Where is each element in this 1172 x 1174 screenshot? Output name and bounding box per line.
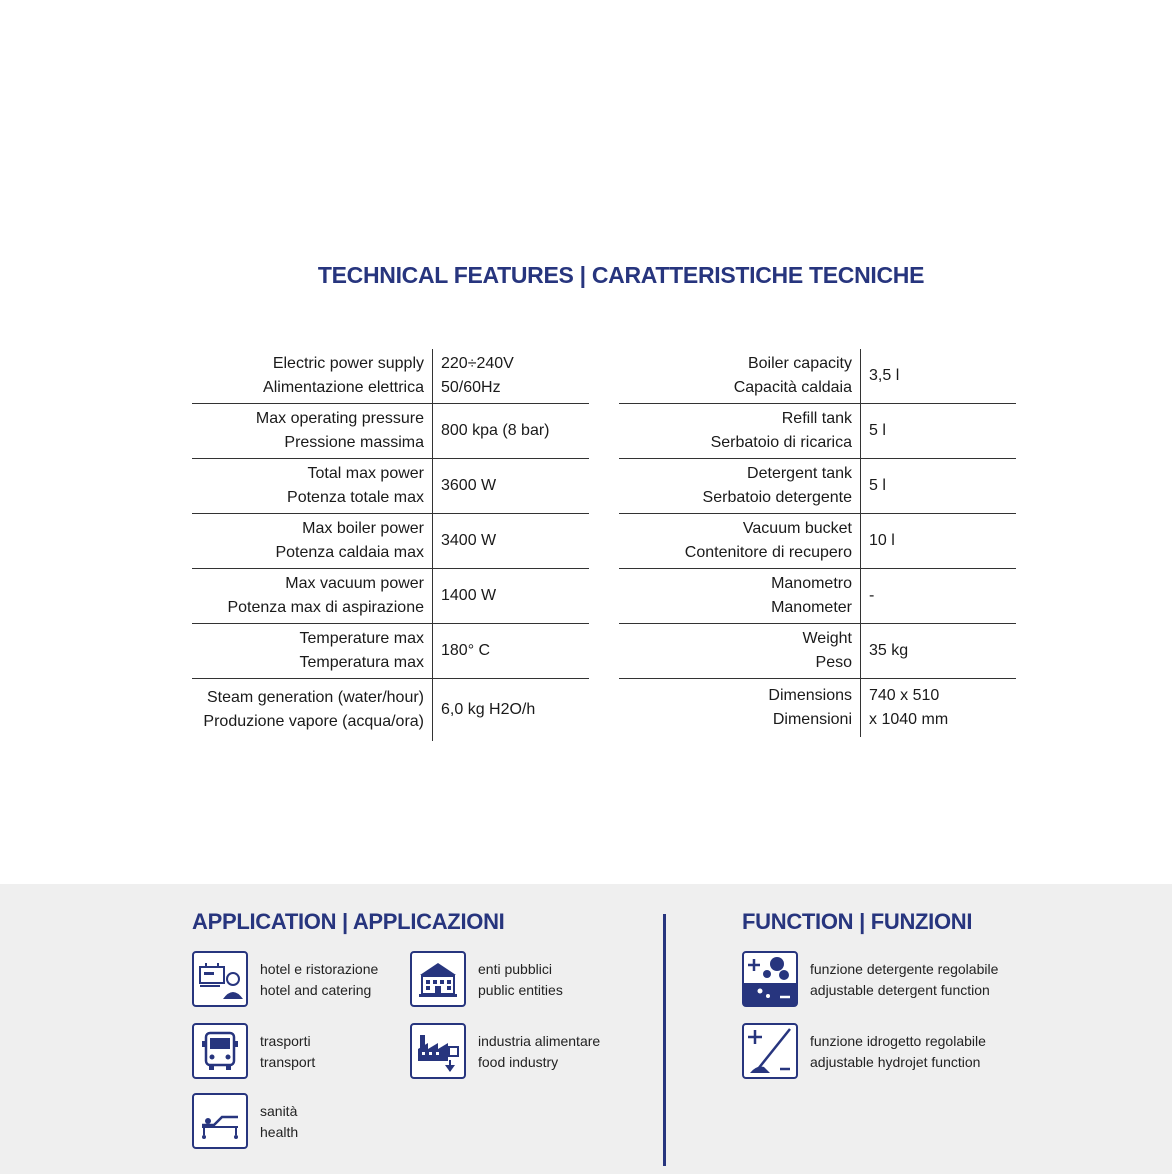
spec-label-en: Total max power bbox=[307, 465, 424, 482]
application-title: APPLICATION | APPLICAZIONI bbox=[192, 909, 505, 934]
spec-label-it: Potenza caldaia max bbox=[275, 544, 424, 561]
spec-value bbox=[861, 679, 1016, 737]
specs-table-right bbox=[619, 349, 1016, 737]
spec-value-line-1: 35 kg bbox=[869, 642, 909, 659]
spec-row bbox=[619, 459, 1016, 514]
function-item-hydrojet bbox=[742, 1023, 986, 1079]
spec-value-line-1: 5 l bbox=[869, 422, 886, 439]
item-line-1: sanità bbox=[260, 1103, 298, 1119]
spec-value-line-1: 3600 W bbox=[441, 477, 497, 494]
item-line-1: industria alimentare bbox=[478, 1033, 601, 1049]
spec-label-it: Pressione massima bbox=[284, 434, 424, 451]
spec-value bbox=[861, 459, 1016, 513]
spec-value-line-1: 180° C bbox=[441, 642, 491, 659]
spec-label bbox=[619, 404, 861, 458]
function-item-detergent bbox=[742, 951, 998, 1007]
spec-row bbox=[192, 459, 589, 514]
spec-label-en: Detergent tank bbox=[747, 465, 852, 482]
application-item-transport bbox=[192, 1023, 315, 1079]
spec-value bbox=[433, 569, 589, 623]
spec-row bbox=[619, 679, 1016, 737]
spec-value bbox=[861, 404, 1016, 458]
spec-label bbox=[619, 624, 861, 678]
spec-label-en: Max vacuum power bbox=[285, 575, 424, 592]
spec-value-line-1: 5 l bbox=[869, 477, 886, 494]
application-item-public bbox=[410, 951, 563, 1007]
bus-icon bbox=[192, 1023, 248, 1079]
item-line-1: funzione idrogetto regolabile bbox=[810, 1033, 986, 1049]
application-item-health bbox=[192, 1093, 298, 1149]
spec-label bbox=[192, 349, 433, 403]
spec-label-it: Peso bbox=[815, 654, 852, 671]
spec-label-it: Potenza max di aspirazione bbox=[227, 599, 424, 616]
spec-value-line-1: 3,5 l bbox=[869, 367, 900, 384]
hotel-catering-icon bbox=[192, 951, 248, 1007]
spec-value-line-1: - bbox=[869, 587, 875, 604]
spec-value-line-2: x 1040 mm bbox=[869, 711, 949, 728]
spec-value bbox=[433, 349, 589, 403]
function-title: FUNCTION | FUNZIONI bbox=[742, 909, 973, 934]
spec-value bbox=[861, 624, 1016, 678]
spec-label-en: Electric power supply bbox=[272, 355, 424, 372]
spec-label bbox=[619, 514, 861, 568]
detergent-adjust-icon bbox=[742, 951, 798, 1007]
item-line-2: adjustable hydrojet function bbox=[810, 1054, 981, 1070]
hospital-bed-icon bbox=[192, 1093, 248, 1149]
spec-label-it: Alimentazione elettrica bbox=[263, 379, 424, 396]
spec-label-en: Refill tank bbox=[781, 410, 852, 427]
item-line-2: hotel and catering bbox=[260, 982, 372, 998]
spec-label-en: Max boiler power bbox=[302, 520, 424, 537]
spec-value bbox=[433, 459, 589, 513]
spec-label bbox=[192, 404, 433, 458]
spec-value bbox=[433, 624, 589, 678]
spec-value bbox=[433, 404, 589, 458]
spec-label-en: Steam generation (water/hour) bbox=[207, 689, 424, 706]
spec-value bbox=[861, 349, 1016, 403]
spec-label-en: Boiler capacity bbox=[747, 355, 852, 372]
spec-label bbox=[619, 679, 861, 737]
spec-label-en: Weight bbox=[802, 630, 852, 647]
spec-row bbox=[192, 514, 589, 569]
public-building-icon bbox=[410, 951, 466, 1007]
spec-label bbox=[192, 569, 433, 623]
spec-value bbox=[433, 679, 589, 741]
section-divider bbox=[663, 914, 666, 1166]
spec-row bbox=[192, 349, 589, 404]
spec-label-en: Temperature max bbox=[299, 630, 424, 647]
spec-value-line-2: 50/60Hz bbox=[441, 379, 501, 396]
application-item-food bbox=[410, 1023, 600, 1079]
spec-label bbox=[619, 459, 861, 513]
item-line-1: funzione detergente regolabile bbox=[810, 961, 999, 977]
spec-label bbox=[619, 569, 861, 623]
item-line-2: transport bbox=[260, 1054, 316, 1070]
spec-value-line-1: 740 x 510 bbox=[869, 687, 940, 704]
hydrojet-adjust-icon bbox=[742, 1023, 798, 1079]
applications-functions-panel bbox=[0, 884, 1172, 1174]
spec-label-en: Max operating pressure bbox=[255, 410, 424, 427]
spec-row bbox=[619, 349, 1016, 404]
spec-label bbox=[192, 459, 433, 513]
item-line-2: adjustable detergent function bbox=[810, 982, 990, 998]
spec-value bbox=[433, 514, 589, 568]
spec-value-line-1: 10 l bbox=[869, 532, 895, 549]
spec-label-it: Temperatura max bbox=[299, 654, 424, 671]
spec-label-it: Contenitore di recupero bbox=[684, 544, 852, 561]
spec-row bbox=[192, 404, 589, 459]
spec-label-it: Produzione vapore (acqua/ora) bbox=[203, 713, 424, 730]
specs-table-left bbox=[192, 349, 589, 741]
spec-label-it: Dimensioni bbox=[772, 711, 852, 728]
spec-value bbox=[861, 569, 1016, 623]
spec-label bbox=[192, 514, 433, 568]
page-title: TECHNICAL FEATURES | CARATTERISTICHE TECNICHE bbox=[317, 262, 925, 288]
spec-label-it: Potenza totale max bbox=[287, 489, 424, 506]
spec-value-line-1: 220÷240V bbox=[441, 355, 514, 372]
item-line-2: health bbox=[260, 1124, 299, 1140]
spec-label-en: Vacuum bucket bbox=[742, 520, 852, 537]
item-line-2: public entities bbox=[478, 982, 563, 998]
spec-value-line-1: 6,0 kg H2O/h bbox=[441, 701, 536, 718]
spec-row bbox=[619, 569, 1016, 624]
spec-label-it: Serbatoio detergente bbox=[702, 489, 852, 506]
spec-row bbox=[192, 624, 589, 679]
application-item-hotel bbox=[192, 951, 378, 1007]
spec-row bbox=[619, 624, 1016, 679]
spec-label-it: Capacità caldaia bbox=[733, 379, 852, 396]
spec-row bbox=[619, 404, 1016, 459]
spec-value bbox=[861, 514, 1016, 568]
spec-label-en: Manometro bbox=[771, 575, 852, 592]
spec-label-en: Dimensions bbox=[768, 687, 852, 704]
spec-value-line-1: 1400 W bbox=[441, 587, 497, 604]
spec-label-it: Serbatoio di ricarica bbox=[710, 434, 852, 451]
spec-row bbox=[619, 514, 1016, 569]
spec-label bbox=[619, 349, 861, 403]
item-line-2: food industry bbox=[478, 1054, 559, 1070]
spec-value-line-1: 800 kpa (8 bar) bbox=[441, 422, 550, 439]
food-industry-icon bbox=[410, 1023, 466, 1079]
spec-label bbox=[192, 679, 433, 741]
spec-row bbox=[192, 569, 589, 624]
item-line-1: hotel e ristorazione bbox=[260, 961, 379, 977]
spec-row bbox=[192, 679, 589, 741]
item-line-1: trasporti bbox=[260, 1033, 311, 1049]
spec-label-it: Manometer bbox=[771, 599, 852, 616]
item-line-1: enti pubblici bbox=[478, 961, 552, 977]
spec-value-line-1: 3400 W bbox=[441, 532, 497, 549]
spec-label bbox=[192, 624, 433, 678]
